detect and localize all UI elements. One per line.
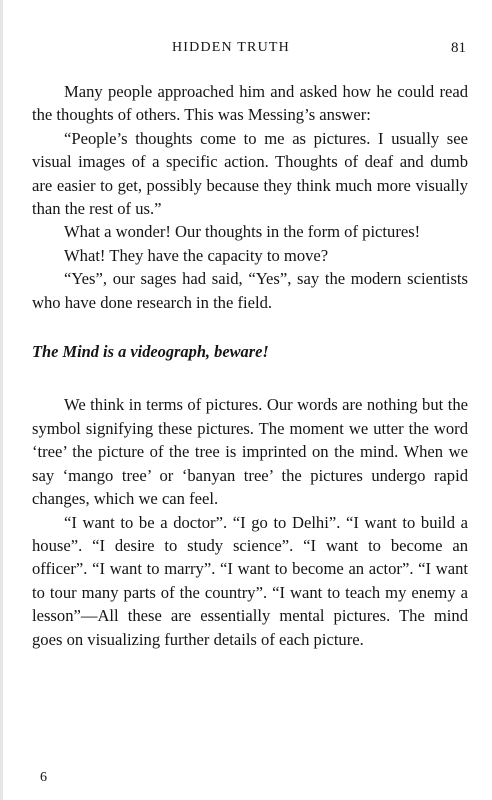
page-body xyxy=(32,80,468,651)
paragraph-capacity: What! They have the capacity to move? xyxy=(64,245,329,265)
paragraph-desires: “I want to be a doctor”. “I go to Delhi”. “I want to build a house”. “I desire to study science”. “I want to become an officer”. “I want to marry”. “I want to become an actor”. “I want to tour many parts of the country”. “I want to teach my enemy a lesson”—All these are essentially mental pictures. The mind goes on visualizing further details of each picture. xyxy=(32,512,468,649)
paragraph-messing-quote: “People’s thoughts come to me as pictures. I usually see visual images of a specific action. Thoughts of deaf and dumb are easier to get, possibly because they think much more visually than the rest of us.” xyxy=(32,128,468,219)
running-head: HIDDEN TRUTH xyxy=(172,40,290,55)
page-edge xyxy=(0,0,3,800)
paragraph-pictures: We think in terms of pictures. Our words are nothing but the symbol signifying these pictures. The moment we utter the word ‘tree’ the picture of the tree is imprinted on the mind. When we say ‘mango tree’ or ‘banyan tree’ the pictures undergo rapid changes, which we can feel. xyxy=(32,395,468,509)
page-header xyxy=(60,40,466,64)
section-heading: The Mind is a videograph, beware! xyxy=(32,342,269,362)
signature-mark: 6 xyxy=(40,770,47,785)
paragraph-sages: “Yes”, our sages had said, “Yes”, say the modern scientists who have done research in the field. xyxy=(32,269,468,312)
paragraph-wonder: What a wonder! Our thoughts in the form of pictures! xyxy=(64,222,421,242)
paragraph-messing-question: Many people approached him and asked how he could read the thoughts of others. This was Messing’s answer: xyxy=(32,82,468,125)
page-number: 81 xyxy=(451,40,466,56)
